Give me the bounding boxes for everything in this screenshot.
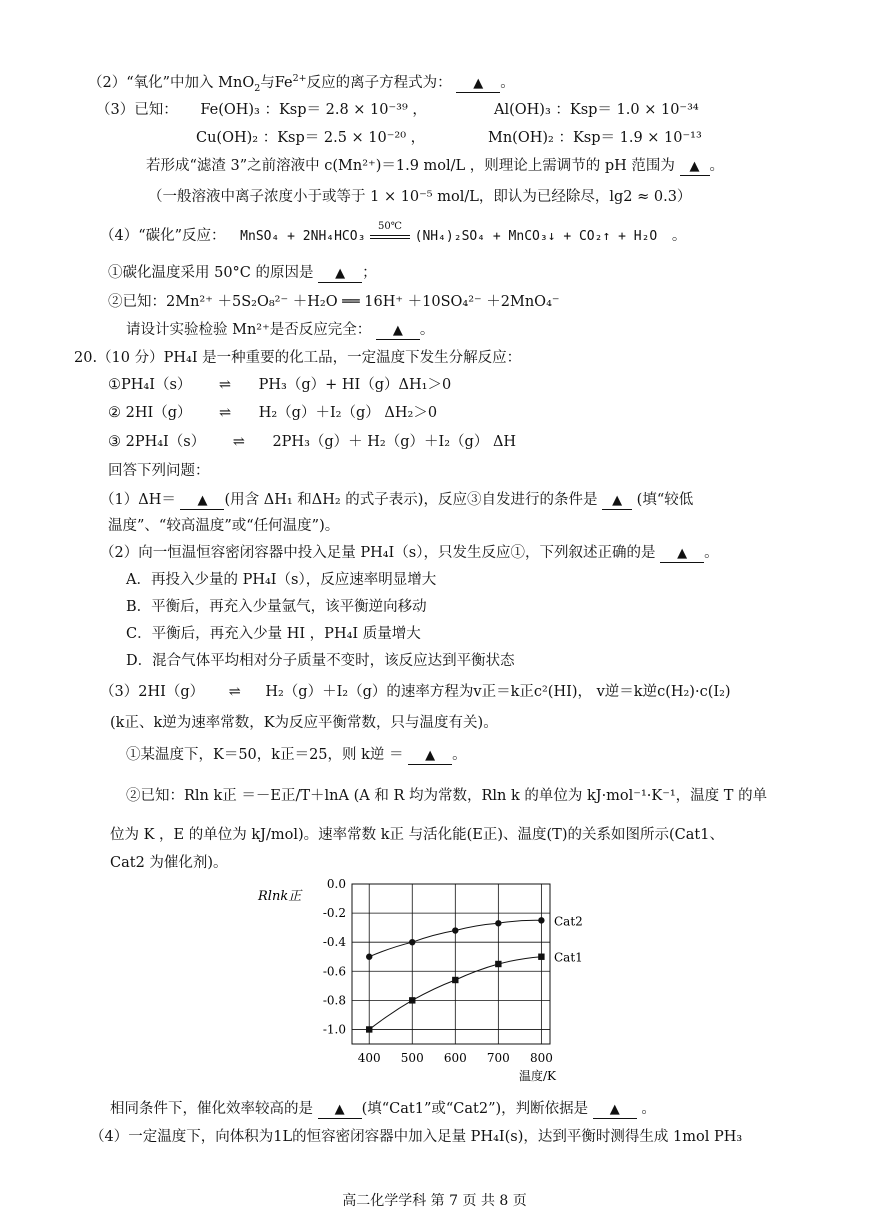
q20-part2-tail: 。 [704,545,719,561]
answer-blank[interactable] [408,747,452,765]
reaction-3 [108,432,516,452]
q20-part2-stem [100,543,719,563]
q19-part4-q2 [126,320,434,340]
q19-part4-q1-text: ①碳化温度采用 50°C 的原因是 [108,265,314,281]
q19-part2-sub: 2 [254,82,261,94]
y-tick-label: -0.4 [322,935,346,950]
x-tick-label: 600 [443,1051,467,1065]
q20-part3-q3 [110,1099,656,1119]
q19-part3-tail: 。 [709,158,725,174]
data-point-cat2 [495,920,501,926]
q19-part4-q2-text: 请设计实验检验 Mn²⁺是否反应完全： [126,322,372,338]
q19-part3-line3 [146,156,724,176]
carbonization-products: (NH₄)₂SO₄ + MnCO₃↓ + CO₂↑ + H₂O [414,229,658,244]
condition-label: 50℃ [378,221,402,232]
reaction-1 [108,375,451,395]
triangle-marker: ▲ [609,1102,620,1117]
equilibrium-arrow-icon: ⇌ [218,377,232,393]
option-b[interactable]: B．平衡后，再充入少量氩气，该平衡逆向移动 [126,599,427,615]
reaction-3-left: ③ 2PH₄I（s） [108,434,206,450]
answer-blank[interactable] [602,492,632,510]
reaction-1-right: PH₃（g）+ HI（g）ΔH₁＞0 [258,377,452,393]
q19-part4-q1-tail: ； [362,265,377,281]
y-tick-label: -1.0 [322,1022,346,1037]
answer-blank[interactable] [456,75,500,93]
page-footer: 高二化学学科 第 7 页 共 8 页 [342,1193,527,1209]
q20-part3-reactant: （3）2HI（g） [100,684,205,700]
answer-blank[interactable] [180,492,224,510]
data-point-cat2 [409,939,415,945]
reaction-1-left: ①PH₄I（s） [108,377,192,393]
option-c[interactable]: C．平衡后，再充入少量 HI ，PH₄I 质量增大 [126,626,421,642]
triangle-marker: ▲ [473,76,484,91]
rate-constant-chart [250,872,610,1094]
q20-answer-prompt: 回答下列问题： [108,463,210,479]
q19-part4-q2-tail: 。 [419,322,435,338]
q19-part3-line1 [96,100,427,120]
y-tick-label: 0.0 [326,877,346,891]
triangle-marker: ▲ [392,323,403,338]
q20-intro: 20.（10 分）PH₄I 是一种重要的化工品，一定温度下发生分解反应： [74,350,522,366]
triangle-marker: ▲ [689,159,700,174]
y-tick-label: -0.8 [322,993,346,1008]
q19-part4-prefix: （4）“碳化”反应： [100,228,226,244]
x-tick-label: 800 [529,1051,553,1065]
data-point-cat1 [495,961,501,967]
equilibrium-arrow-icon: ⇌ [228,684,241,700]
carbonization-reactants: MnSO₄ + 2NH₄HCO₃ [240,229,366,244]
q19-part4-q1 [108,263,377,283]
q19-part2-tail: 。 [500,75,515,91]
q19-part4-equation: ②已知：2Mn²⁺ ＋5S₂O₈²⁻ ＋H₂O ══ 16H⁺ ＋10SO₄²⁻ ＋2MnO₄⁻ [108,294,560,310]
q20-part4-line1: （4）一定温度下，向体积为1L的恒容密闭容器中加入足量 PH₄I(s)，达到平衡时测得生成 1mol PH₃ [90,1129,743,1145]
q20-part3-q2-line1: ②已知：Rln k正 ＝－E正/T＋lnA (A 和 R 均为常数，Rln k 的单位为 kJ·mol⁻¹·K⁻¹，温度 T 的单 [126,788,768,804]
answer-blank[interactable] [318,265,362,283]
reaction-2-left: ② 2HI（g） [108,405,192,421]
ksp-feoh3: Fe(OH)₃ ：Ksp＝ 2.8 × 10⁻³⁹ ， [200,102,427,118]
reaction-2 [108,403,437,423]
q20-part1-line1 [100,490,693,510]
q20-part3-line2: (k正、k逆为速率常数，K为反应平衡常数，只与温度有关)。 [110,715,498,731]
series-label-cat2: Cat2 [554,914,583,929]
q20-part1-text-a: （1）ΔH＝ [100,492,176,508]
q19-part3-prefix: （3）已知： [96,102,178,118]
triangle-marker: ▲ [612,493,623,508]
option-a[interactable]: A．再投入少量的 PH₄I（s），反应速率明显增大 [126,572,437,588]
q19-part4-line [100,221,687,247]
y-tick-label: -0.6 [322,964,346,979]
equilibrium-equals [370,221,410,239]
equilibrium-arrow-icon: ⇌ [232,434,245,450]
triangle-marker: ▲ [334,1102,345,1117]
triangle-marker: ▲ [425,748,436,763]
q19-part2-text-c: 反应的离子方程式为： [306,75,452,91]
q20-part3-line1 [100,682,731,702]
series-label-cat1: Cat1 [554,950,583,965]
data-point-cat1 [409,997,415,1003]
triangle-marker: ▲ [335,266,346,281]
answer-blank[interactable] [660,545,704,563]
data-point-cat2 [538,917,544,923]
q20-part3-q3-text-a: 相同条件下，催化效率较高的是 [110,1101,313,1117]
q20-part3-rate-equation: H₂（g）＋I₂（g）的速率方程为v正＝k正c²(HI)， v逆＝k逆c(H₂)·c(I₂) [265,684,731,700]
q20-part3-q1-text: ①某温度下，K＝50，k正＝25，则 k逆 ＝ [126,747,404,763]
option-d[interactable]: D．混合气体平均相对分子质量不变时，该反应达到平衡状态 [126,653,515,669]
q19-part4-tail: 。 [671,228,687,244]
q20-part3-q2-line3: Cat2 为催化剂)。 [110,855,228,871]
y-tick-label: -0.2 [322,906,346,921]
triangle-marker: ▲ [197,493,208,508]
data-point-cat2 [452,927,458,933]
q19-part2-text-a: （2）“氧化”中加入 MnO [88,75,255,91]
x-tick-label: 400 [357,1051,381,1065]
x-axis-label: 温度/K [518,1069,556,1083]
x-tick-label: 500 [400,1051,424,1065]
q20-part3-q3-text-b: (填“Cat1”或“Cat2”)，判断依据是 [361,1101,589,1117]
q20-part2-question: （2）向一恒温恒容密闭容器中投入足量 PH₄I（s），只发生反应①，下列叙述正确的是 [100,545,656,561]
q19-part3-question: 若形成“滤渣 3”之前溶液中 c(Mn²⁺)＝1.9 mol/L ，则理论上需调节的 pH 范围为 [146,158,675,174]
answer-blank[interactable] [593,1101,637,1119]
equilibrium-arrow-icon: ⇌ [219,405,232,421]
data-point-cat2 [366,954,372,960]
triangle-marker: ▲ [677,546,688,561]
ksp-mnoh2: Mn(OH)₂ ：Ksp＝ 1.9 × 10⁻¹³ [488,130,702,146]
data-point-cat1 [366,1026,372,1032]
q20-part3-q2-line2: 位为 K ，E 的单位为 kJ/mol)。速率常数 k正 与活化能(E正)、温度(T)的关系如图所示(Cat1、 [110,827,724,843]
q19-part2-text-b: 与Fe [260,75,293,91]
q20-part1-line2: 温度”、“较高温度”或“任何温度”)。 [108,518,340,534]
q19-part2-line [88,73,515,93]
q20-part3-q3-tail: 。 [641,1101,656,1117]
q20-part3-q1 [126,745,467,765]
answer-blank[interactable] [680,158,710,176]
y-axis-label: Rlnk正 [258,889,302,904]
data-point-cat1 [538,954,544,960]
answer-blank[interactable] [318,1101,362,1119]
q19-part2-sup: 2+ [292,73,307,85]
answer-blank[interactable] [376,322,420,340]
q19-part3-note: （一般溶液中离子浓度小于或等于 1 × 10⁻⁵ mol/L，即认为已经除尽，lg2 ≈ 0.3） [148,189,692,205]
q20-part1-text-c: (填“较低 [636,492,694,508]
x-tick-label: 700 [486,1051,510,1065]
data-point-cat1 [452,977,458,983]
ksp-cuoh2: Cu(OH)₂ ：Ksp＝ 2.5 × 10⁻²⁰ ， [196,130,426,146]
q20-part1-text-b: (用含 ΔH₁ 和ΔH₂ 的式子表示)，反应③自发进行的条件是 [224,492,598,508]
ksp-aloh3: Al(OH)₃ ：Ksp＝ 1.0 × 10⁻³⁴ [494,102,699,118]
reaction-3-right: 2PH₃（g）＋ H₂（g）＋I₂（g） ΔH [272,434,517,450]
reaction-2-right: H₂（g）＋I₂（g） ΔH₂＞0 [258,405,438,421]
q20-part3-q1-tail: 。 [452,747,467,763]
